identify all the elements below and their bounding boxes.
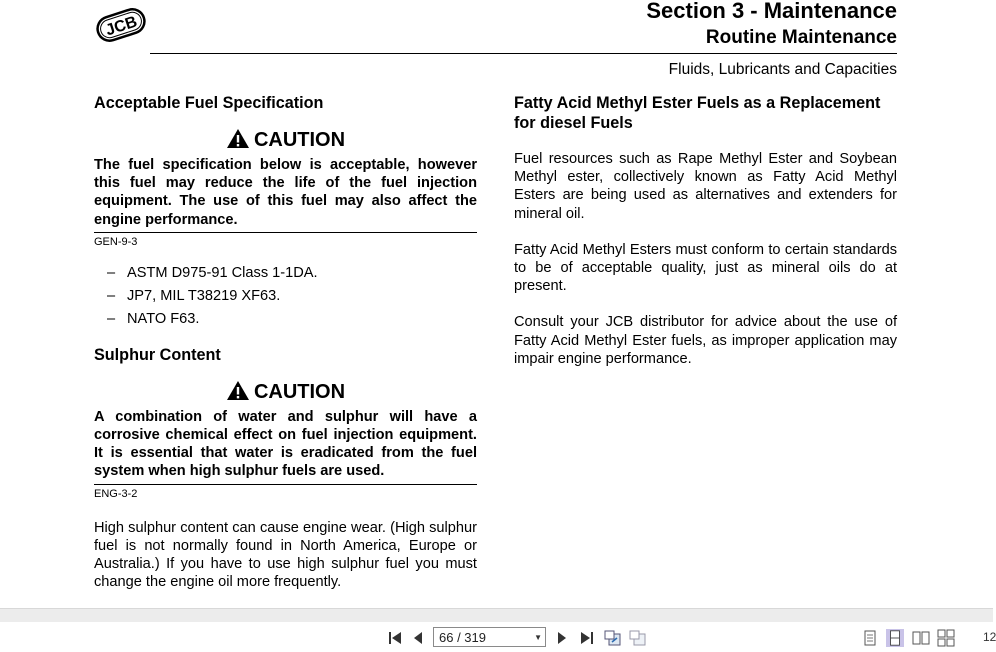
caution-label: CAUTION (253, 380, 346, 403)
list-item-text: JP7, MIL T38219 XF63. (127, 287, 281, 304)
caution-text: A combination of water and sulphur will have a corrosive chemical effect on fuel injection equipment. It is essential that water is eradicated from the fuel system when high sulphur fuels are used. (94, 408, 477, 485)
list-item-text: ASTM D975-91 Class 1-1DA. (127, 264, 318, 281)
continuous-facing-view-icon[interactable] (937, 629, 955, 647)
section-title: Section 3 - Maintenance (646, 0, 897, 23)
next-page-icon[interactable] (555, 629, 569, 647)
page-indicator: 66 / 319 (439, 630, 486, 645)
subsection-title: Routine Maintenance (705, 27, 897, 48)
caution-text: The fuel specification below is acceptable, however this fuel may reduce the life of the fuel injection equipment. The use of this fuel may also affect the engine performance. (94, 156, 477, 233)
left-column (94, 93, 477, 591)
sulphur-heading: Sulphur Content (94, 345, 221, 364)
list-item (94, 262, 477, 285)
list-dash: – (107, 264, 116, 281)
caution-code: GEN-9-3 (94, 235, 138, 248)
right-column (514, 93, 897, 368)
fame-paragraph: Fuel resources such as Rape Methyl Ester and Soybean Methyl ester, collectively known as Fatty Acid Methyl Esters are being used as alternatives and extenders for mineral oil. (514, 151, 897, 222)
topic-title: Fluids, Lubricants and Capacities (668, 61, 897, 78)
horizontal-scrollbar[interactable] (0, 608, 993, 622)
chevron-down-icon[interactable]: ▼ (534, 633, 542, 642)
fame-paragraph: Consult your JCB distributor for advice about the use of Fatty Acid Methyl Ester fuels, as improper application may impair engine performance. (514, 314, 897, 367)
caution-label: CAUTION (253, 129, 346, 151)
list-item-text: NATO F63. (127, 310, 200, 327)
first-page-icon[interactable] (387, 629, 403, 647)
sulphur-paragraph: High sulphur content can cause engine wear. (High sulphur fuel is not normally found in North America, Europe or Australia.) If you have to use high sulphur fuel you must change the engine oil more frequently. (94, 519, 477, 591)
fame-paragraph: Fatty Acid Methyl Esters must conform to certain standards to be of acceptable quality, just as mineral oils do at present. (514, 241, 897, 295)
viewer-toolbar (0, 608, 996, 652)
zoom-level[interactable]: 12 (983, 630, 996, 644)
list-item (94, 285, 477, 308)
fuel-list (94, 262, 477, 331)
logo-text: JCB (103, 13, 140, 40)
single-page-view-icon[interactable] (862, 629, 878, 647)
caution-heading (94, 380, 477, 404)
warning-icon (226, 380, 250, 401)
jcb-logo-icon (93, 2, 149, 48)
list-dash: – (107, 310, 116, 327)
fame-heading: Fatty Acid Methyl Ester Fuels as a Replacement for diesel Fuels (514, 94, 881, 132)
fuel-spec-heading: Acceptable Fuel Specification (94, 94, 324, 112)
rotate-view-icon[interactable] (603, 629, 623, 647)
continuous-view-icon[interactable] (885, 629, 905, 647)
rotate-view-alt-icon[interactable] (628, 629, 648, 647)
caution-code: ENG-3-2 (94, 487, 138, 500)
facing-view-icon[interactable] (912, 629, 930, 647)
caution-heading (94, 128, 477, 152)
page-number-input[interactable] (433, 627, 546, 647)
list-dash: – (107, 287, 116, 304)
list-item (94, 308, 477, 331)
header-divider (150, 53, 897, 54)
last-page-icon[interactable] (579, 629, 595, 647)
warning-icon (226, 128, 250, 149)
previous-page-icon[interactable] (411, 629, 425, 647)
